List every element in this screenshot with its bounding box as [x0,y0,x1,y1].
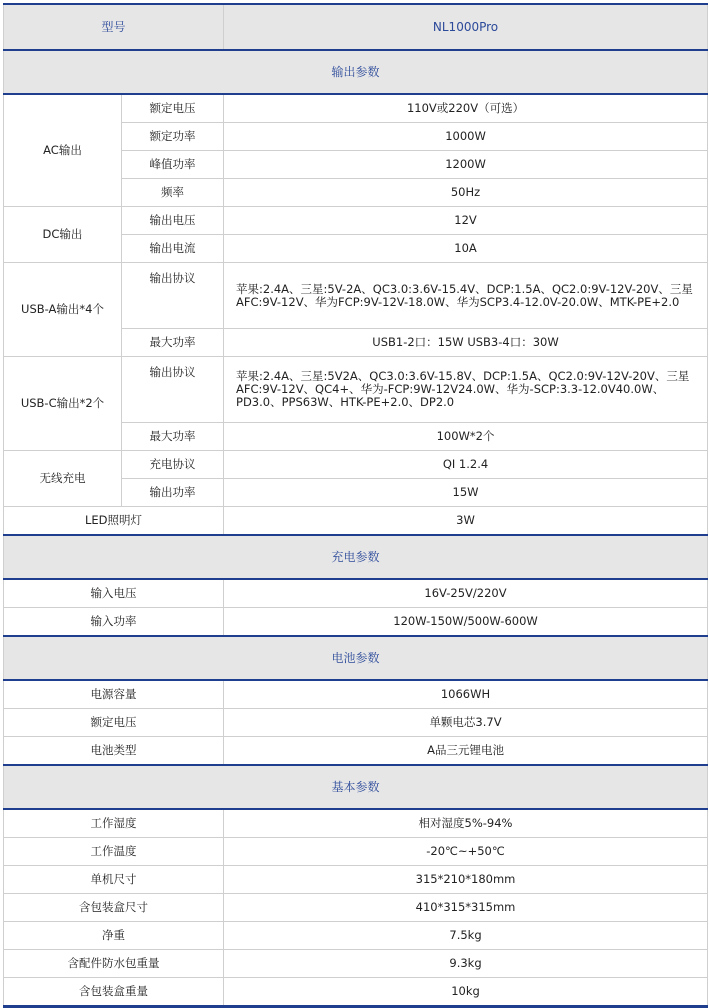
table-row [4,978,708,1007]
table-row [4,922,708,950]
row-value: 1000W [224,123,708,151]
row-label: 额定电压 [122,94,224,123]
table-row [4,579,708,608]
table-row [4,451,708,479]
row-label: 含包装盒尺寸 [4,894,224,922]
table-row [4,357,708,423]
section-basic [4,765,708,809]
section-charging [4,535,708,579]
header-row [4,4,708,50]
group-label: USB-C输出*2个 [4,357,122,451]
row-value: 100W*2个 [224,423,708,451]
row-label: 工作温度 [4,838,224,866]
table-row [4,709,708,737]
section-battery [4,636,708,680]
group-label: AC输出 [4,94,122,207]
row-label: 单机尺寸 [4,866,224,894]
row-label: 输出电压 [122,207,224,235]
row-value: 10kg [224,978,708,1007]
row-label: 额定电压 [4,709,224,737]
table-row [4,608,708,637]
row-value: 12V [224,207,708,235]
row-value: 苹果:2.4A、三星:5V2A、QC3.0:3.6V-15.8V、DCP:1.5A、QC2.0:9V-12V-20V、三星AFC:9V-12V、QC4+、华为-FCP:9W-12V24.0W、华为-SCP:3.3-12.0V40.0W、PD3.0、PPS63W、HTK-PE+2.0、DP2.0 [224,357,708,423]
row-label: 最大功率 [122,329,224,357]
spec-table [3,3,708,1008]
row-value: 1066WH [224,680,708,709]
row-value: 1200W [224,151,708,179]
section-title: 电池参数 [4,636,708,680]
row-label: 输出功率 [122,479,224,507]
table-row [4,894,708,922]
row-value: -20℃~+50℃ [224,838,708,866]
row-value: 3W [224,507,708,536]
row-label: 充电协议 [122,451,224,479]
model-label: 型号 [4,4,224,50]
row-value: 苹果:2.4A、三星:5V-2A、QC3.0:3.6V-15.4V、DCP:1.5A、QC2.0:9V-12V-20V、三星AFC:9V-12V、华为FCP:9V-12V-18.0W、华为SCP3.4-12.0V-20.0W、MTK-PE+2.0 [224,263,708,329]
row-value: 16V-25V/220V [224,579,708,608]
group-label: USB-A输出*4个 [4,263,122,357]
section-output [4,50,708,94]
row-value: QI 1.2.4 [224,451,708,479]
row-value: 315*210*180mm [224,866,708,894]
table-row [4,207,708,235]
row-value: 15W [224,479,708,507]
table-row [4,809,708,838]
table-row [4,866,708,894]
row-value: 120W-150W/500W-600W [224,608,708,637]
section-title: 基本参数 [4,765,708,809]
row-value: 50Hz [224,179,708,207]
table-row [4,263,708,329]
table-row [4,838,708,866]
section-title: 输出参数 [4,50,708,94]
row-value: 7.5kg [224,922,708,950]
model-value: NL1000Pro [224,4,708,50]
row-label: 输出协议 [122,357,224,423]
row-label: 输出电流 [122,235,224,263]
row-value: 110V或220V（可选） [224,94,708,123]
row-value: 单颗电芯3.7V [224,709,708,737]
row-label: 电源容量 [4,680,224,709]
row-label: 电池类型 [4,737,224,766]
row-label: 峰值功率 [122,151,224,179]
table-row [4,94,708,123]
table-row [4,507,708,536]
group-label: DC输出 [4,207,122,263]
row-value: 10A [224,235,708,263]
row-label: 频率 [122,179,224,207]
row-value: 9.3kg [224,950,708,978]
row-value: 410*315*315mm [224,894,708,922]
row-label: 输出协议 [122,263,224,329]
table-row [4,950,708,978]
row-label: 工作湿度 [4,809,224,838]
row-label: 额定功率 [122,123,224,151]
row-label: 最大功率 [122,423,224,451]
row-value: USB1-2口：15W USB3-4口：30W [224,329,708,357]
row-label: 输入功率 [4,608,224,637]
row-label: 含配件防水包重量 [4,950,224,978]
row-label: 输入电压 [4,579,224,608]
row-label: 净重 [4,922,224,950]
row-value: A品三元锂电池 [224,737,708,766]
row-label: 含包装盒重量 [4,978,224,1007]
section-title: 充电参数 [4,535,708,579]
row-value: 相对湿度5%-94% [224,809,708,838]
row-label: LED照明灯 [4,507,224,536]
table-row [4,680,708,709]
table-row [4,737,708,766]
group-label: 无线充电 [4,451,122,507]
